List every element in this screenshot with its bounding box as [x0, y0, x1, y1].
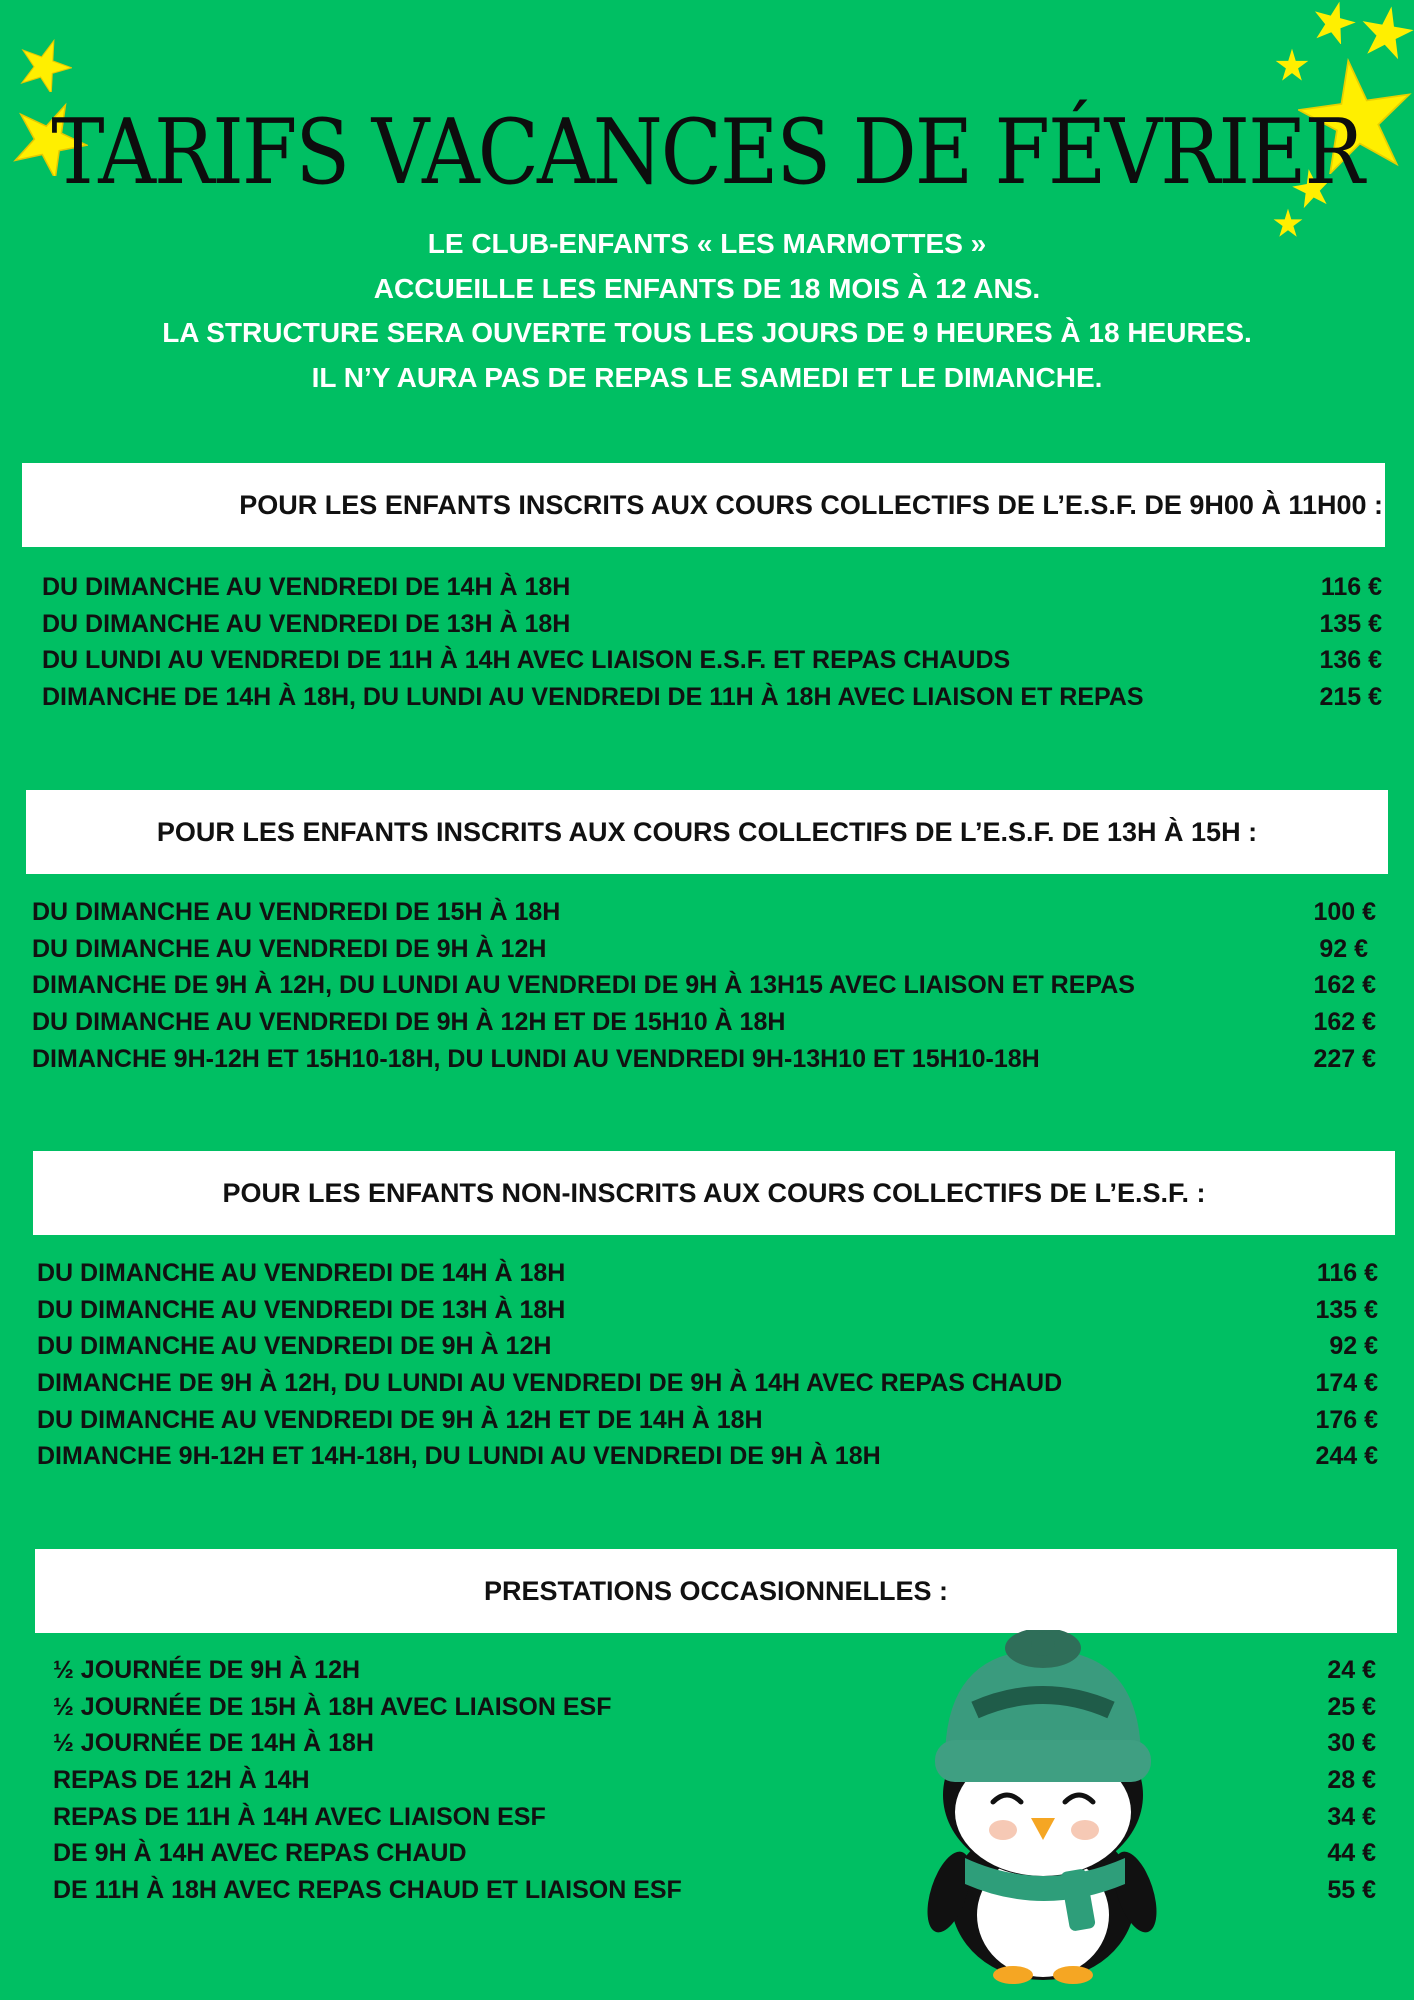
- price-row: [53, 1762, 1376, 1799]
- row-label: DU DIMANCHE AU VENDREDI DE 9H À 12H: [37, 1332, 552, 1361]
- price-row: [53, 1799, 1376, 1836]
- section-heading-esf-9h-11h: [22, 463, 1385, 547]
- row-price: 100 €: [1313, 898, 1376, 926]
- price-list-non-esf: [37, 1255, 1378, 1475]
- intro-line: IL N’Y AURA PAS DE REPAS LE SAMEDI ET LE DIMANCHE.: [311, 361, 1103, 393]
- star-icon: [1312, 0, 1356, 44]
- row-label: DU DIMANCHE AU VENDREDI DE 14H À 18H: [42, 573, 571, 601]
- row-price: 244 €: [1315, 1442, 1378, 1471]
- row-price: 162 €: [1313, 971, 1376, 1000]
- row-label: ½ JOURNÉE DE 15H À 18H AVEC LIAISON ESF: [53, 1692, 612, 1721]
- price-row: [53, 1872, 1376, 1909]
- section-heading-text: POUR LES ENFANTS INSCRITS AUX COURS COLLECTIFS DE L’E.S.F. DE 13H À 15H :: [156, 816, 1258, 847]
- row-label: DIMANCHE DE 9H À 12H, DU LUNDI AU VENDREDI DE 9H À 14H AVEC REPAS CHAUD: [37, 1369, 1063, 1398]
- price-list-esf-9h-11h: [42, 569, 1382, 716]
- row-label: DIMANCHE DE 14H À 18H, DU LUNDI AU VENDREDI DE 11H À 18H AVEC LIAISON ET REPAS: [42, 683, 1144, 712]
- price-row: [37, 1402, 1378, 1439]
- penguin-icon: [905, 1630, 1165, 1985]
- row-label: DE 11H À 18H AVEC REPAS CHAUD ET LIAISON ESF: [53, 1876, 682, 1905]
- price-row: [42, 569, 1382, 606]
- row-label: DIMANCHE 9H-12H ET 15H10-18H, DU LUNDI AU VENDREDI 9H-13H10 ET 15H10-18H: [32, 1044, 1040, 1073]
- price-row: [53, 1689, 1376, 1726]
- price-row: [37, 1328, 1378, 1365]
- intro-line: ACCUEILLE LES ENFANTS DE 18 MOIS À 12 ANS.: [373, 272, 1041, 304]
- star-icon: [18, 38, 72, 92]
- price-row: [37, 1255, 1378, 1292]
- section-heading-occasional: [35, 1549, 1397, 1633]
- row-label: REPAS DE 12H À 14H: [53, 1766, 310, 1795]
- row-price: 136 €: [1319, 646, 1382, 675]
- price-row: [53, 1835, 1376, 1872]
- row-label: DU LUNDI AU VENDREDI DE 11H À 14H AVEC LIAISON E.S.F. ET REPAS CHAUDS: [42, 646, 1011, 675]
- row-price: 135 €: [1319, 609, 1382, 638]
- intro-line: LE CLUB-ENFANTS « LES MARMOTTES »: [427, 228, 987, 259]
- row-label: DU DIMANCHE AU VENDREDI DE 9H À 12H ET DE 14H À 18H: [37, 1405, 763, 1434]
- row-label: DU DIMANCHE AU VENDREDI DE 14H À 18H: [37, 1259, 566, 1287]
- row-label: DIMANCHE DE 9H À 12H, DU LUNDI AU VENDREDI DE 9H À 13H15 AVEC LIAISON ET REPAS: [32, 971, 1135, 1000]
- row-price: 215 €: [1319, 683, 1382, 712]
- row-label: DE 9H À 14H AVEC REPAS CHAUD: [53, 1839, 467, 1868]
- section-heading-non-esf: [33, 1151, 1395, 1235]
- price-row: [32, 931, 1376, 968]
- price-row: [53, 1652, 1376, 1689]
- row-label: ½ JOURNÉE DE 9H À 12H: [53, 1656, 361, 1684]
- row-price: 174 €: [1315, 1369, 1378, 1398]
- star-icon: [1360, 0, 1414, 64]
- row-label: DU DIMANCHE AU VENDREDI DE 9H À 12H: [32, 934, 547, 963]
- price-row: [53, 1725, 1376, 1762]
- row-price: 34 €: [1327, 1802, 1376, 1831]
- price-row: [42, 679, 1382, 716]
- row-price: 162 €: [1313, 1008, 1376, 1037]
- row-label: REPAS DE 11H À 14H AVEC LIAISON ESF: [53, 1802, 546, 1831]
- section-heading-esf-13h-15h: [26, 790, 1388, 874]
- row-price: 28 €: [1327, 1766, 1376, 1795]
- intro-line: LA STRUCTURE SERA OUVERTE TOUS LES JOURS DE 9 HEURES À 18 HEURES.: [162, 317, 1252, 348]
- row-label: DIMANCHE 9H-12H ET 14H-18H, DU LUNDI AU VENDREDI DE 9H À 18H: [37, 1442, 881, 1471]
- section-heading-text: PRESTATIONS OCCASIONNELLES :: [483, 1575, 949, 1606]
- price-row: [42, 606, 1382, 643]
- price-row: [37, 1438, 1378, 1475]
- price-row: [37, 1365, 1378, 1402]
- section-heading-text: POUR LES ENFANTS NON-INSCRITS AUX COURS COLLECTIFS DE L’E.S.F. :: [222, 1177, 1206, 1208]
- row-price: 92 €: [1319, 934, 1368, 963]
- row-price: 116 €: [1316, 1259, 1378, 1287]
- price-row: [37, 1292, 1378, 1329]
- intro-text: [0, 222, 1414, 400]
- price-row: [32, 1004, 1376, 1041]
- row-price: 227 €: [1313, 1044, 1376, 1073]
- row-label: DU DIMANCHE AU VENDREDI DE 13H À 18H: [37, 1295, 566, 1324]
- row-label: ½ JOURNÉE DE 14H À 18H: [53, 1729, 374, 1758]
- row-price: 25 €: [1327, 1692, 1376, 1721]
- price-row: [32, 894, 1376, 931]
- price-row: [42, 642, 1382, 679]
- row-price: 176 €: [1315, 1405, 1378, 1434]
- row-label: DU DIMANCHE AU VENDREDI DE 15H À 18H: [32, 898, 561, 926]
- price-list-esf-13h-15h: [32, 894, 1376, 1077]
- row-price: 135 €: [1315, 1295, 1378, 1324]
- row-price: 44 €: [1327, 1839, 1376, 1868]
- row-price: 24 €: [1327, 1656, 1376, 1684]
- page-title: TARIFS VACANCES DE FÉVRIER: [51, 100, 1363, 205]
- price-row: [32, 967, 1376, 1004]
- row-price: 30 €: [1327, 1729, 1376, 1758]
- row-price: 116 €: [1320, 573, 1382, 601]
- row-label: DU DIMANCHE AU VENDREDI DE 9H À 12H ET DE 15H10 À 18H: [32, 1008, 786, 1037]
- row-price: 92 €: [1329, 1332, 1378, 1361]
- price-list-occasional: [53, 1652, 1376, 1909]
- section-heading-text: POUR LES ENFANTS INSCRITS AUX COURS COLLECTIFS DE L’E.S.F. DE 9H00 À 11H00 :: [239, 489, 1383, 520]
- row-price: 55 €: [1327, 1876, 1376, 1905]
- row-label: DU DIMANCHE AU VENDREDI DE 13H À 18H: [42, 609, 571, 638]
- price-row: [32, 1041, 1376, 1078]
